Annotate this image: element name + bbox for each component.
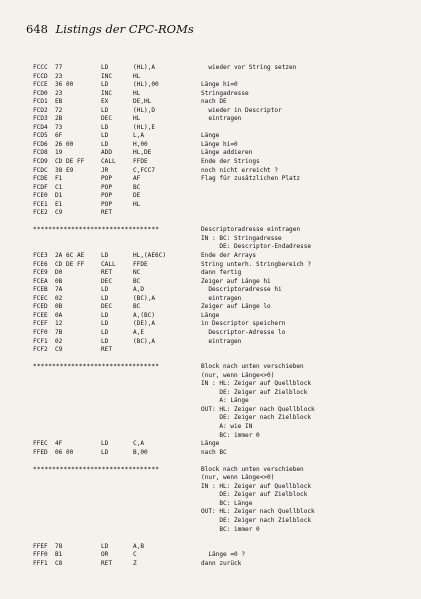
- line-address: FCE6: [33, 260, 48, 268]
- line-comment: Länge: [201, 311, 220, 319]
- line-bytes: C1: [55, 183, 63, 191]
- line-mnemonic: JR: [101, 166, 109, 174]
- line-address: FCE0: [33, 192, 48, 200]
- page-header: [26, 22, 194, 36]
- separator-stars: *********************************: [33, 363, 160, 371]
- line-comment: Block nach unten verschieben: [201, 465, 304, 473]
- line-comment: Ende der Arrays: [201, 252, 257, 260]
- line-bytes: 0B: [55, 277, 63, 285]
- line-mnemonic: LD: [101, 123, 109, 131]
- line-operand: L,A: [133, 132, 145, 140]
- line-mnemonic: EX: [101, 98, 109, 106]
- line-mnemonic: DEC: [101, 115, 113, 123]
- line-bytes: C9: [55, 346, 63, 354]
- line-comment: DE: Zeiger nach Zielblock: [201, 516, 312, 524]
- line-bytes: 19: [55, 149, 63, 157]
- line-address: FCD0: [33, 89, 48, 97]
- line-mnemonic: RET: [101, 346, 113, 354]
- line-comment: Länge: [201, 440, 220, 448]
- line-bytes: 0A: [55, 311, 63, 319]
- line-comment: Ende der Strings: [201, 158, 260, 166]
- line-comment: String unterh. Stringbereich ?: [201, 260, 312, 268]
- line-comment: Länge hi=0: [201, 81, 238, 89]
- line-mnemonic: LD: [101, 106, 109, 114]
- line-comment: Zeiger auf Länge hi: [201, 277, 271, 285]
- line-operand: FFDE: [133, 158, 148, 166]
- line-comment: Länge =0 ?: [201, 551, 246, 559]
- line-address: FCD8: [33, 149, 48, 157]
- line-operand: A,E: [133, 328, 145, 336]
- line-mnemonic: LD: [101, 328, 109, 336]
- line-comment: (nur, wenn Länge<>0): [201, 371, 275, 379]
- line-comment: IN : BC: Stringadresse: [201, 234, 282, 242]
- line-address: FCDE: [33, 175, 48, 183]
- separator-stars: *********************************: [33, 465, 160, 473]
- line-bytes: 36 00: [55, 81, 74, 89]
- line-operand: Z: [133, 559, 137, 567]
- line-address: FFF1: [33, 559, 48, 567]
- line-operand: A,B: [133, 542, 145, 550]
- line-mnemonic: RET: [101, 269, 113, 277]
- line-address: FCCC: [33, 64, 48, 71]
- line-operand: (HL),00: [133, 81, 159, 89]
- line-operand: DE: [133, 192, 141, 200]
- line-address: FFEC: [33, 440, 48, 448]
- line-mnemonic: DEC: [101, 303, 113, 311]
- line-mnemonic: POP: [101, 183, 113, 191]
- line-operand: C,A: [133, 440, 145, 448]
- line-comment: Länge hi=0: [201, 140, 238, 148]
- line-comment: A: Länge: [201, 397, 249, 405]
- line-comment: IN : HL: Zeiger auf Quellblock: [201, 482, 312, 490]
- line-address: FCE9: [33, 269, 48, 277]
- line-mnemonic: RET: [101, 209, 113, 217]
- line-comment: in Descriptor speichern: [201, 320, 286, 328]
- line-comment: BC: immer 0: [201, 431, 260, 439]
- line-bytes: 38 E9: [55, 166, 74, 174]
- line-comment: Descriptor-Adresse lo: [201, 328, 286, 336]
- line-address: FCD1: [33, 98, 48, 106]
- line-address: FCF0: [33, 328, 48, 336]
- line-comment: nach DE: [201, 98, 227, 106]
- line-address: FCF1: [33, 337, 48, 345]
- line-address: FCCD: [33, 72, 48, 80]
- line-mnemonic: RET: [101, 559, 113, 567]
- line-operand: HL: [133, 72, 141, 80]
- line-bytes: 6F: [55, 132, 63, 140]
- line-bytes: 06 00: [55, 448, 74, 456]
- line-operand: B,00: [133, 448, 148, 456]
- line-bytes: EB: [55, 98, 63, 106]
- line-operand: BC: [133, 303, 141, 311]
- line-bytes: 72: [55, 106, 63, 114]
- line-address: FCDC: [33, 166, 48, 174]
- line-operand: FFDE: [133, 260, 148, 268]
- line-operand: (HL),A: [133, 64, 156, 71]
- line-comment: DE: Zeiger auf Zielblock: [201, 388, 308, 396]
- line-address: FFED: [33, 448, 48, 456]
- line-comment: Zeiger auf Länge lo: [201, 303, 271, 311]
- line-mnemonic: LD: [101, 286, 109, 294]
- line-mnemonic: POP: [101, 200, 113, 208]
- line-address: FCEF: [33, 320, 48, 328]
- line-address: FCEB: [33, 286, 48, 294]
- line-operand: A,D: [133, 286, 145, 294]
- line-operand: HL: [133, 89, 141, 97]
- line-bytes: 77: [55, 64, 63, 71]
- line-comment: IN : HL: Zeiger auf Quellblock: [201, 380, 312, 388]
- line-mnemonic: POP: [101, 192, 113, 200]
- line-mnemonic: INC: [101, 72, 113, 80]
- line-address: FCD4: [33, 123, 48, 131]
- line-comment: Länge: [201, 132, 220, 140]
- line-address: FCDF: [33, 183, 48, 191]
- line-operand: AF: [133, 175, 141, 183]
- line-address: FCF2: [33, 346, 48, 354]
- line-mnemonic: LD: [101, 64, 109, 71]
- line-bytes: D0: [55, 269, 63, 277]
- line-operand: HL: [133, 200, 141, 208]
- line-bytes: B1: [55, 551, 63, 559]
- line-comment: OUT: HL: Zeiger nach Quellblock: [201, 508, 315, 516]
- line-operand: (HL),D: [133, 106, 156, 114]
- line-comment: noch nicht erreicht ?: [201, 166, 279, 174]
- line-bytes: F1: [55, 175, 63, 183]
- line-comment: dann zurück: [201, 559, 242, 567]
- line-address: FCEA: [33, 277, 48, 285]
- line-comment: nach BC: [201, 448, 227, 456]
- line-address: FCD2: [33, 106, 48, 114]
- line-bytes: E1: [55, 200, 63, 208]
- line-address: FCE3: [33, 252, 48, 260]
- line-bytes: D1: [55, 192, 63, 200]
- line-bytes: 78: [55, 542, 63, 550]
- line-operand: (BC),A: [133, 294, 156, 302]
- line-comment: wieder vor String setzen: [201, 64, 297, 71]
- line-mnemonic: LD: [101, 311, 109, 319]
- line-comment: Stringadresse: [201, 89, 249, 97]
- line-mnemonic: CALL: [101, 260, 116, 268]
- line-operand: BC: [133, 183, 141, 191]
- line-operand: A,(BC): [133, 311, 156, 319]
- line-address: FCD6: [33, 140, 48, 148]
- line-address: FCD5: [33, 132, 48, 140]
- line-bytes: C9: [55, 209, 63, 217]
- line-bytes: 0B: [55, 303, 63, 311]
- line-bytes: 73: [55, 123, 63, 131]
- line-comment: wieder in Descriptor: [201, 106, 282, 114]
- line-bytes: 7A: [55, 286, 63, 294]
- line-operand: HL,(AE6C): [133, 252, 167, 260]
- line-operand: DE,HL: [133, 98, 152, 106]
- line-bytes: 7B: [55, 328, 63, 336]
- line-operand: (HL),E: [133, 123, 156, 131]
- line-comment: dann fertig: [201, 269, 242, 277]
- line-bytes: 4F: [55, 440, 63, 448]
- line-comment: BC: immer 0: [201, 525, 260, 533]
- line-bytes: 23: [55, 72, 63, 80]
- line-mnemonic: INC: [101, 89, 113, 97]
- line-address: FFF0: [33, 551, 48, 559]
- line-address: FCEC: [33, 294, 48, 302]
- line-operand: HL: [133, 115, 141, 123]
- line-mnemonic: ADD: [101, 149, 113, 157]
- line-comment: OUT: HL: Zeiger nach Quellblock: [201, 405, 315, 413]
- line-comment: Flag für zusätzlichen Platz: [201, 175, 301, 183]
- line-mnemonic: LD: [101, 140, 109, 148]
- line-mnemonic: LD: [101, 132, 109, 140]
- line-address: FFEF: [33, 542, 48, 550]
- line-comment: eintragen: [201, 294, 242, 302]
- line-operand: C: [133, 551, 137, 559]
- line-bytes: 02: [55, 294, 63, 302]
- line-mnemonic: LD: [101, 294, 109, 302]
- line-mnemonic: POP: [101, 175, 113, 183]
- line-comment: DE: Zeiger auf Zielblock: [201, 491, 308, 499]
- line-address: FCED: [33, 303, 48, 311]
- line-operand: (DE),A: [133, 320, 156, 328]
- line-comment: Länge addieren: [201, 149, 253, 157]
- line-bytes: 12: [55, 320, 63, 328]
- line-bytes: 02: [55, 337, 63, 345]
- line-comment: Descriptoradresse eintragen: [201, 226, 301, 234]
- line-address: FCCE: [33, 81, 48, 89]
- line-comment: A: wie IN: [201, 422, 253, 430]
- line-bytes: CD DE FF: [55, 158, 85, 166]
- line-comment: Block nach unten verschieben: [201, 363, 304, 371]
- line-comment: DE: Descriptor-Endadresse: [201, 243, 312, 251]
- separator-stars: *********************************: [33, 226, 160, 234]
- line-comment: BC: Länge: [201, 499, 253, 507]
- line-comment: (nur, wenn Länge<>0): [201, 474, 275, 482]
- line-address: FCEE: [33, 311, 48, 319]
- line-bytes: 2B: [55, 115, 63, 123]
- line-mnemonic: OR: [101, 551, 109, 559]
- line-bytes: CD DE FF: [55, 260, 85, 268]
- line-operand: BC: [133, 277, 141, 285]
- line-mnemonic: DEC: [101, 277, 113, 285]
- line-mnemonic: CALL: [101, 158, 116, 166]
- line-mnemonic: LD: [101, 81, 109, 89]
- line-mnemonic: LD: [101, 542, 109, 550]
- line-address: FCE2: [33, 209, 48, 217]
- line-bytes: 2A 6C AE: [55, 252, 85, 260]
- page-title: Listings der CPC-ROMs: [55, 22, 194, 36]
- line-mnemonic: LD: [101, 448, 109, 456]
- line-mnemonic: LD: [101, 440, 109, 448]
- line-comment: eintragen: [201, 115, 242, 123]
- line-address: FCE1: [33, 200, 48, 208]
- line-bytes: 23: [55, 89, 63, 97]
- line-operand: C,FCC7: [133, 166, 156, 174]
- line-mnemonic: LD: [101, 252, 109, 260]
- line-mnemonic: LD: [101, 320, 109, 328]
- line-comment: eintragen: [201, 337, 242, 345]
- line-address: FCD9: [33, 158, 48, 166]
- line-operand: (BC),A: [133, 337, 156, 345]
- page-number: 648: [26, 22, 48, 36]
- line-bytes: C8: [55, 559, 63, 567]
- line-operand: H,00: [133, 140, 148, 148]
- line-comment: DE: Zeiger nach Zielblock: [201, 414, 312, 422]
- line-bytes: 26 00: [55, 140, 74, 148]
- line-operand: NC: [133, 269, 141, 277]
- line-operand: HL,DE: [133, 149, 152, 157]
- line-address: FCD3: [33, 115, 48, 123]
- line-mnemonic: LD: [101, 337, 109, 345]
- line-comment: Descriptoradresse hi: [201, 286, 282, 294]
